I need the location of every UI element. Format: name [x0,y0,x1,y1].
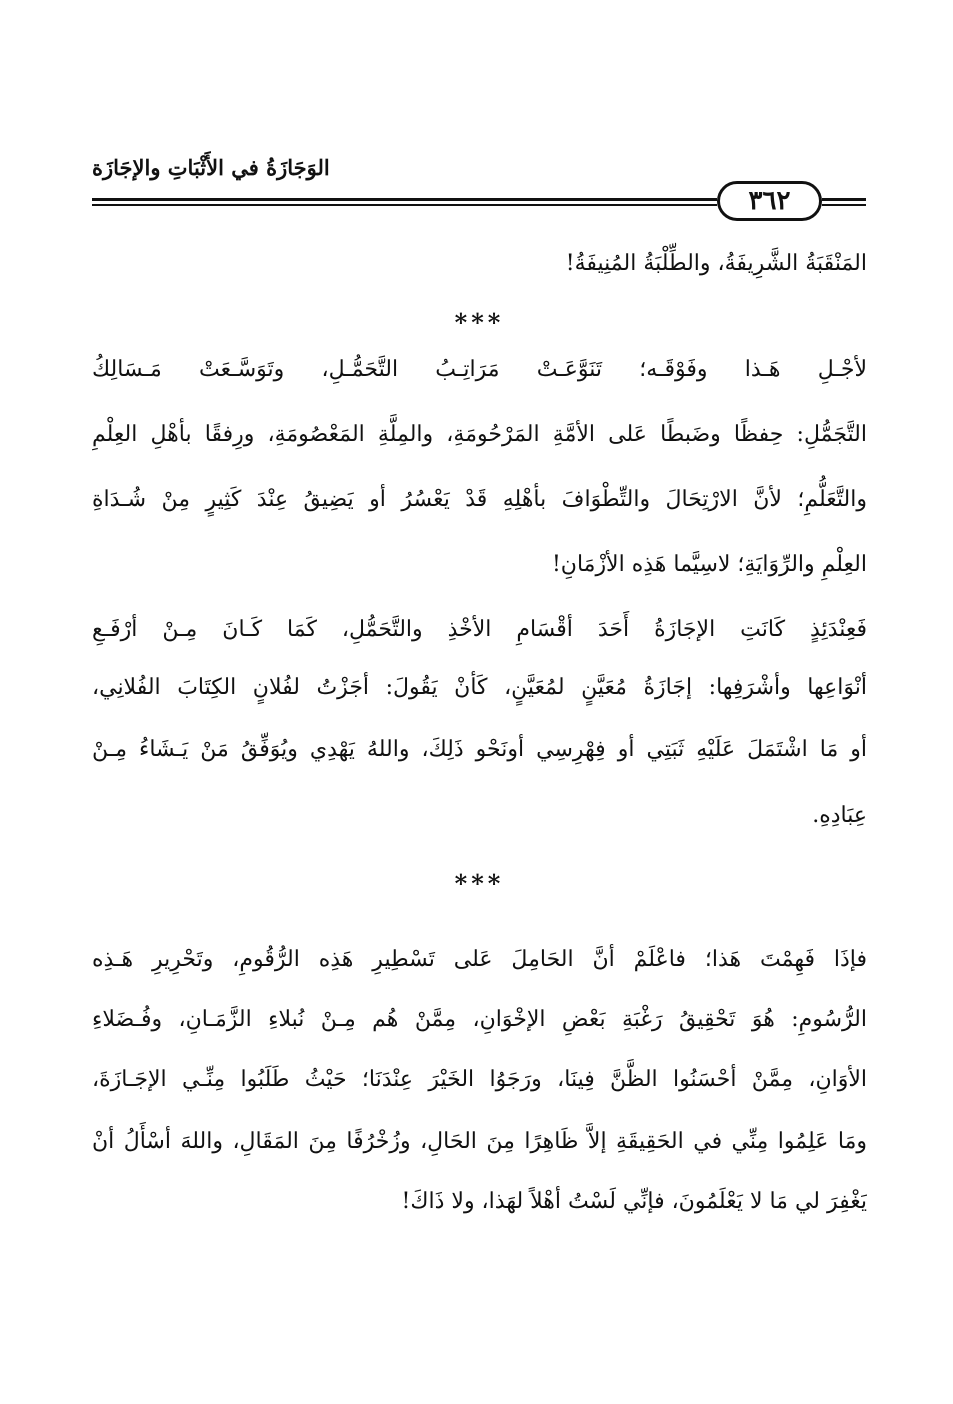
page-number-frame [717,181,822,221]
text-line: فَعِنْدَئِذٍ كَانَتِ الإجَازَةُ أَحَدَ أقْسَامِ الأخْذِ والتَّحَمُّلِ، كَمَا كَـانَ مِـنْ أرْفَـعِ [92,617,867,642]
header-rule-bottom [92,204,717,206]
text-line: الرُّسُومِ: هُوَ تَحْقِيقُ رَغْبَةِ بَعْضِ الإخْوَانِ، مِمَّنْ هُم مِـنْ نُبلاءِ الزَّمَـانِ، وفُـضَلاءِ [92,1007,867,1032]
section-separator: *** [454,869,505,898]
text-line: أنْوَاعِها وأشْرَفِها: إجَازَةُ مُعَيَّنٍ لمُعَيَّنٍ، كَأنْ يَقُولَ: أجَزْتُ لفُلانٍ الكِتَابَ الفُلانِي، [92,675,867,700]
text-line: يَغْفِرَ لي مَا لا يَعْلَمُونَ، فإنِّي لَسْتُ أهْلاً لهَذا، ولا ذَاكَ! [401,1189,867,1214]
header-rule-top [92,198,717,201]
text-line: والتَّعَلُّمِ؛ لأنَّ الارْتِحَالَ والتِّطْوَافَ بأهْلِهِ قَدْ يَعْسُرُ أو يَضِيقُ عِنْدَ كَثِيرٍ مِنْ شُـدَاةِ [92,487,867,512]
text-line: التَّجَمُّلِ: حِفظًا وضَبطًا عَلى الأمَّةِ المَرْحُومَةِ، والمِلَّةِ المَعْصُومَةِ، ورِفقًا بأهْلِ العِلْمِ [92,422,867,447]
section-separator: *** [454,308,505,337]
text-line: الأوَانِ، مِمَّنْ أحْسَنُوا الظَّنَّ فِينَا، ورَجَوُا الخَيْرَ عِنْدَنَا؛ حَيْثُ طَلَبُوا مِنِّـي الإجَـازَةَ، [92,1067,867,1092]
text-line: ومَا عَلِمُوا مِنِّي في الحَقِيقَةِ إلاَّ ظَاهِرًا مِنَ الحَالِ، وزُخْرُفًا مِنَ المَقَالِ، واللهَ أسْأَلُ أنْ [92,1129,867,1154]
header-rule-right-top [822,198,866,201]
text-line: العِلْمِ والرِّوَايَةِ؛ لاسِيَّما هَذِه الأزْمَانِ! [551,552,867,577]
header-rule-right-bottom [822,204,866,206]
page-number: ٣٦٢ [748,186,791,216]
text-line: المَنْقَبَةُ الشَّرِيفَةُ، والطِّلْبَةُ المُنِيفَةُ! [565,251,867,276]
text-line: عِبَادِهِ. [812,803,867,828]
running-title: الوَجَازَةُ في الأَثْبَاتِ والإجَازَة [92,155,330,180]
text-line: لأجْـلِ هَـذا وفَوْقَـه؛ تَنَوَّعَـتْ مَرَاتِـبُ التَّحَمُّـلِ، وتَوَسَّـعَتْ مَـسَالِكُ [92,357,867,382]
text-line: أو مَا اشْتَمَلَ عَلَيْهِ ثَبَتِي أو فِهْرِسِي أونَحْو ذَلِكَ، واللهُ يَهْدِي ويُوَفِّقُ مَنْ يَـشَاءُ مِـنْ [92,737,867,762]
text-line: فإذَا فَهِمْتَ هَذا؛ فاعْلَمْ أنَّ الحَامِلَ عَلى تَسْطِيرِ هَذِه الرُّقُومِ، وتَحْرِيرِ هَـذِه [92,947,867,972]
